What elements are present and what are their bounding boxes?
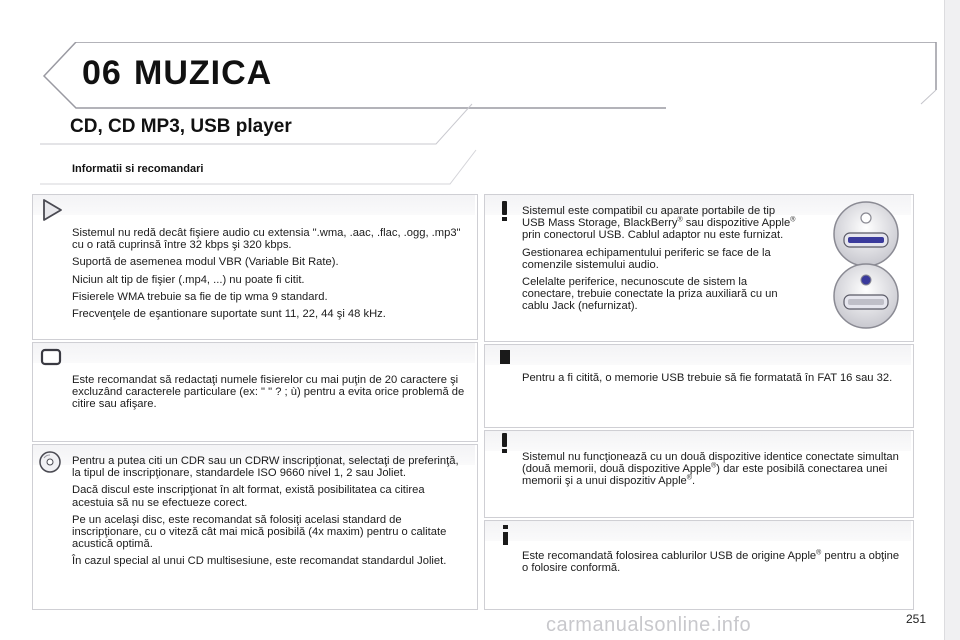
fat-format-text: Pentru a fi citită, o memorie USB trebuie să fie formatată în FAT 16 sau 32. [522,372,893,384]
registered-mark: ® [677,216,683,224]
paragraph: Este recomandat să redactaţi numele fisierelor cu mai puţin de 20 caractere şi excluzând caracterele particulare (ex: " " ? ; ù) pentru a evita orice problemă de citire sau afişare. [72,374,465,411]
registered-mark: ® [790,216,796,224]
page-number: 251 [906,612,927,626]
dual-text-part-1: Sistemul nu funcţionează cu un două dispozitive identice conectate simultan (două memorii, două dispozitive Apple [522,451,899,476]
exclamation-icon [498,432,512,459]
paragraph: Frecvenţele de eşantionare suportate sunt 11, 22, 44 şi 48 kHz. [72,308,386,321]
dual-devices-text [522,451,908,488]
paragraph: Gestionarea echipamentului periferic se face de la comenzile sistemului audio. [522,246,771,271]
section-title: CD, CD MP3, USB player [70,116,292,137]
compat-line-1: Sistemul este compatibil cu aparate portabile de tip USB Mass Storage, BlackBerry [522,205,776,230]
cd-recording-text [72,455,466,573]
registered-mark: ® [816,549,822,557]
apple-cables-text [522,550,908,574]
screen-frame-icon [40,348,62,371]
usb-port-illustration [826,200,906,335]
compat-line-2: sau dispozitive Apple [682,217,791,230]
dual-text-part-2: ) dar este posibilă conectarea unei memorii şi a unui dispozitiv Apple [522,463,888,488]
cd-disc-icon [38,450,62,479]
registered-mark: ® [686,474,692,482]
paragraph: În cazul special al unui CD multisesiune, este recomandat standardul Joliet. [72,555,447,568]
paragraph: Dacă discul este inscripţionat în alt format, există posibilitatea ca citirea acestuia să nu se efectueze corect. [72,484,425,509]
apple-text-part-2: pentru a obţine o folosire conformă. [522,550,900,575]
chapter-number: 06 [82,54,122,92]
chapter-title: MUZICA [134,54,273,92]
audio-formats-text [72,227,464,325]
play-triangle-icon [40,198,64,227]
info-icon [500,524,512,551]
paragraph: Fisierele WMA trebuie sa fie de tip wma 9 standard. [72,290,328,303]
apple-text-part-1: Este recomandată folosirea cablurilor USB de origine Apple [522,550,817,562]
page-edge-strip [944,0,960,640]
registered-mark: ® [711,462,717,470]
compat-line-3: prin conectorul USB. Cablul adaptor nu este furnizat. [522,229,784,242]
paragraph: Suportă de asemenea modul VBR (Variable Bit Rate). [72,256,339,269]
paragraph: Sistemul nu redă decât fişiere audio cu extensia ".wma, .aac, .flac, .ogg, .mp3" cu o rată cuprinsă între 32 kbps şi 320 kbps. [72,227,461,252]
compatibility-text [522,205,800,318]
exclamation-icon [498,200,512,227]
section-title-frame [32,100,482,190]
paragraph: Niciun alt tip de fişier (.mp4, ...) nu poate fi citit. [72,273,305,286]
paragraph: Pentru a putea citi un CDR sau un CDRW inscripţionat, selectaţi de preferinţă, la tipul de inscripţionare, standardele ISO 9660 nivel 1, 2 sau Joliet. [72,455,459,480]
filenames-text [72,374,466,416]
watermark: carmanualsonline.info [546,614,752,636]
dual-text-part-3: . [691,475,696,488]
paragraph: Pe un acelaşi disc, este recomandat să folosiţi acelasi standard de inscripţionare, cu o viteză cât mai mică posibilă (4x maxim) pentru o calitate acustică optimă. [72,513,447,551]
square-note-icon [498,348,512,371]
section-subtitle: Informatii si recomandari [72,163,204,175]
paragraph: Celelalte periferice, necunoscute de sistem la conectare, trebuie conectate la priza auxiliară cu un cablu Jack (nefurnizat). [522,276,778,313]
